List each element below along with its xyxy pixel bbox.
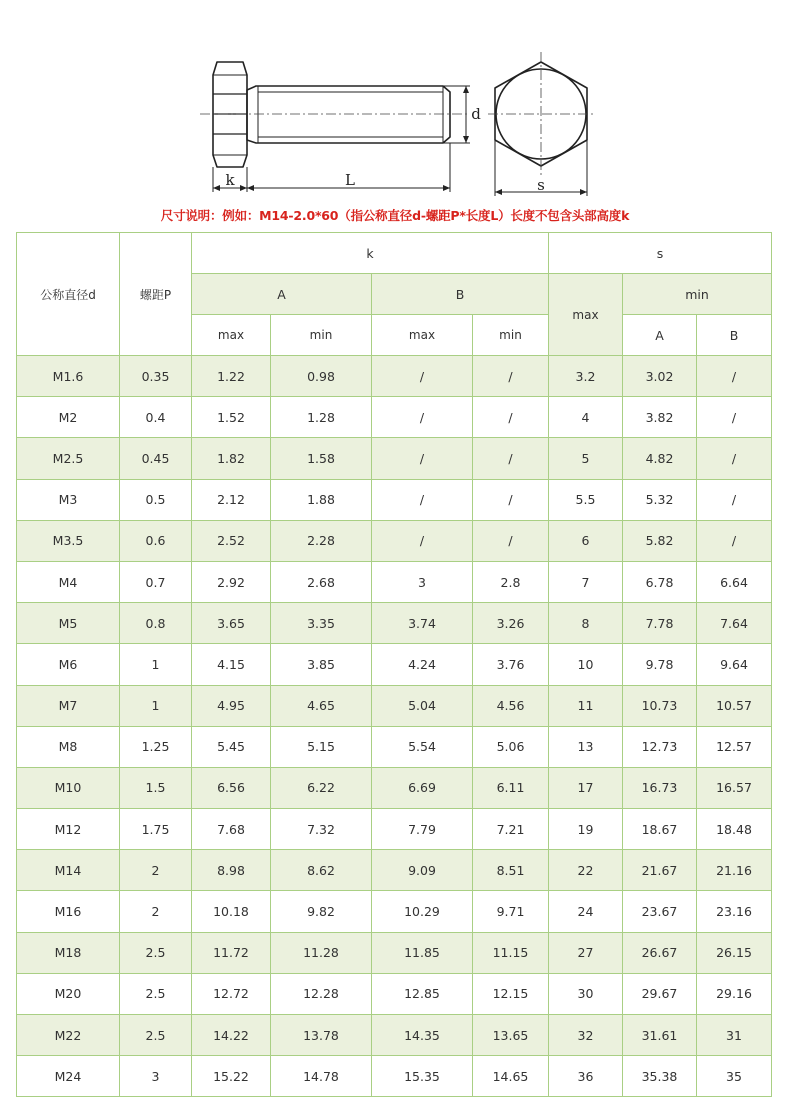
table-row bbox=[17, 891, 772, 932]
table-cell: M2 bbox=[17, 397, 120, 438]
table-cell: 12.15 bbox=[473, 973, 549, 1014]
table-cell: 21.67 bbox=[623, 850, 697, 891]
table-row bbox=[17, 520, 772, 561]
table-cell: 1 bbox=[120, 685, 192, 726]
header-s: s bbox=[549, 233, 772, 274]
table-cell: 5 bbox=[549, 438, 623, 479]
table-cell: 6.11 bbox=[473, 767, 549, 808]
table-cell: 22 bbox=[549, 850, 623, 891]
table-row bbox=[17, 932, 772, 973]
table-cell: 31 bbox=[697, 1015, 772, 1056]
table-cell: 0.6 bbox=[120, 520, 192, 561]
table-cell: 3.85 bbox=[271, 644, 372, 685]
table-cell: / bbox=[697, 397, 772, 438]
table-cell: 3.65 bbox=[192, 603, 271, 644]
table-cell: M5 bbox=[17, 603, 120, 644]
table-cell: 17 bbox=[549, 767, 623, 808]
table-cell: 5.45 bbox=[192, 726, 271, 767]
table-cell: 7.64 bbox=[697, 603, 772, 644]
table-cell: 12.72 bbox=[192, 973, 271, 1014]
table-cell: 2.5 bbox=[120, 973, 192, 1014]
table-cell: 10.29 bbox=[372, 891, 473, 932]
table-cell: 24 bbox=[549, 891, 623, 932]
table-cell: 6.22 bbox=[271, 767, 372, 808]
table-cell: 0.45 bbox=[120, 438, 192, 479]
table-cell: 9.71 bbox=[473, 891, 549, 932]
table-row bbox=[17, 644, 772, 685]
table-cell: 7.32 bbox=[271, 809, 372, 850]
table-cell: / bbox=[473, 520, 549, 561]
table-cell: / bbox=[372, 397, 473, 438]
table-cell: 15.22 bbox=[192, 1056, 271, 1097]
table-cell: 9.09 bbox=[372, 850, 473, 891]
table-cell: / bbox=[697, 479, 772, 520]
table-cell: 0.98 bbox=[271, 356, 372, 397]
table-cell: 4.65 bbox=[271, 685, 372, 726]
table-cell: / bbox=[473, 438, 549, 479]
table-cell: 4.95 bbox=[192, 685, 271, 726]
table-cell: / bbox=[372, 520, 473, 561]
table-cell: 2.5 bbox=[120, 932, 192, 973]
table-cell: 4.15 bbox=[192, 644, 271, 685]
header-k-grade-b: B bbox=[372, 274, 549, 315]
table-cell: 14.78 bbox=[271, 1056, 372, 1097]
table-cell: 29.16 bbox=[697, 973, 772, 1014]
table-cell: 4 bbox=[549, 397, 623, 438]
table-cell: M24 bbox=[17, 1056, 120, 1097]
table-cell: 1.52 bbox=[192, 397, 271, 438]
table-cell: 1.25 bbox=[120, 726, 192, 767]
table-cell: 7.79 bbox=[372, 809, 473, 850]
table-cell: 3 bbox=[372, 561, 473, 602]
table-cell: / bbox=[372, 356, 473, 397]
table-cell: 5.32 bbox=[623, 479, 697, 520]
table-row bbox=[17, 809, 772, 850]
table-cell: 12.85 bbox=[372, 973, 473, 1014]
table-cell: M8 bbox=[17, 726, 120, 767]
table-cell: 7.78 bbox=[623, 603, 697, 644]
table-cell: 35 bbox=[697, 1056, 772, 1097]
table-cell: 11 bbox=[549, 685, 623, 726]
table-cell: 11.15 bbox=[473, 932, 549, 973]
table-cell: 6 bbox=[549, 520, 623, 561]
table-cell: 5.5 bbox=[549, 479, 623, 520]
dimension-caption: 尺寸说明：例如：M14-2.0*60（指公称直径d-螺距P*长度L）长度不包含头部高度k bbox=[160, 208, 630, 223]
table-cell: 13 bbox=[549, 726, 623, 767]
table-cell: 1.28 bbox=[271, 397, 372, 438]
table-row bbox=[17, 397, 772, 438]
table-cell: / bbox=[697, 356, 772, 397]
table-cell: 18.67 bbox=[623, 809, 697, 850]
table-cell: 7.68 bbox=[192, 809, 271, 850]
table-row bbox=[17, 726, 772, 767]
table-cell: 3.26 bbox=[473, 603, 549, 644]
header-pitch: 螺距P bbox=[120, 233, 192, 356]
table-cell: M7 bbox=[17, 685, 120, 726]
table-cell: 6.56 bbox=[192, 767, 271, 808]
table-cell: 18.48 bbox=[697, 809, 772, 850]
table-row bbox=[17, 561, 772, 602]
table-cell: 2.28 bbox=[271, 520, 372, 561]
table-row bbox=[17, 479, 772, 520]
table-row bbox=[17, 1015, 772, 1056]
table-cell: 11.72 bbox=[192, 932, 271, 973]
table-cell: 32 bbox=[549, 1015, 623, 1056]
bolt-spec-table bbox=[16, 232, 772, 1097]
table-cell: 11.28 bbox=[271, 932, 372, 973]
dim-label-d: d bbox=[471, 105, 481, 123]
header-s-min-b: B bbox=[697, 315, 772, 356]
table-cell: M1.6 bbox=[17, 356, 120, 397]
table-cell: M14 bbox=[17, 850, 120, 891]
table-cell: M6 bbox=[17, 644, 120, 685]
table-cell: 26.67 bbox=[623, 932, 697, 973]
table-cell: 1.22 bbox=[192, 356, 271, 397]
table-cell: 2.68 bbox=[271, 561, 372, 602]
dim-label-k: k bbox=[225, 171, 235, 189]
table-row bbox=[17, 438, 772, 479]
table-cell: 30 bbox=[549, 973, 623, 1014]
table-cell: 9.64 bbox=[697, 644, 772, 685]
table-body bbox=[17, 356, 772, 1097]
table-cell: M3.5 bbox=[17, 520, 120, 561]
table-cell: 13.65 bbox=[473, 1015, 549, 1056]
dim-label-s: s bbox=[537, 176, 545, 194]
table-cell: 21.16 bbox=[697, 850, 772, 891]
header-s-min-a: A bbox=[623, 315, 697, 356]
table-cell: 27 bbox=[549, 932, 623, 973]
table-cell: 9.82 bbox=[271, 891, 372, 932]
table-cell: / bbox=[697, 438, 772, 479]
table-cell: 14.65 bbox=[473, 1056, 549, 1097]
table-cell: 2.92 bbox=[192, 561, 271, 602]
table-cell: 5.15 bbox=[271, 726, 372, 767]
table-cell: 9.78 bbox=[623, 644, 697, 685]
bolt-drawing bbox=[0, 0, 790, 205]
table-cell: 4.56 bbox=[473, 685, 549, 726]
table-row bbox=[17, 685, 772, 726]
table-cell: 5.54 bbox=[372, 726, 473, 767]
header-k: k bbox=[192, 233, 549, 274]
table-cell: 1.75 bbox=[120, 809, 192, 850]
table-cell: 10.18 bbox=[192, 891, 271, 932]
table-cell: 5.82 bbox=[623, 520, 697, 561]
table-cell: 31.61 bbox=[623, 1015, 697, 1056]
header-nominal-diameter: 公称直径d bbox=[17, 233, 120, 356]
table-cell: 2.12 bbox=[192, 479, 271, 520]
table-cell: 13.78 bbox=[271, 1015, 372, 1056]
table-cell: M18 bbox=[17, 932, 120, 973]
table-cell: 6.69 bbox=[372, 767, 473, 808]
table-cell: M10 bbox=[17, 767, 120, 808]
table-cell: 3.82 bbox=[623, 397, 697, 438]
table-cell: 11.85 bbox=[372, 932, 473, 973]
header-k-grade-a: A bbox=[192, 274, 372, 315]
dim-label-L: L bbox=[345, 171, 355, 189]
header-k-a-max: max bbox=[192, 315, 271, 356]
table-cell: 3.76 bbox=[473, 644, 549, 685]
table-cell: 5.06 bbox=[473, 726, 549, 767]
table-cell: M12 bbox=[17, 809, 120, 850]
table-cell: 3.35 bbox=[271, 603, 372, 644]
table-cell: / bbox=[473, 479, 549, 520]
header-k-b-max: max bbox=[372, 315, 473, 356]
table-cell: 10.57 bbox=[697, 685, 772, 726]
table-cell: 3.74 bbox=[372, 603, 473, 644]
table-cell: 23.16 bbox=[697, 891, 772, 932]
table-cell: 23.67 bbox=[623, 891, 697, 932]
table-cell: 6.64 bbox=[697, 561, 772, 602]
table-cell: 12.73 bbox=[623, 726, 697, 767]
table-cell: / bbox=[372, 479, 473, 520]
table-cell: 1.5 bbox=[120, 767, 192, 808]
header-k-a-min: min bbox=[271, 315, 372, 356]
table-cell: 5.04 bbox=[372, 685, 473, 726]
table-cell: 8.98 bbox=[192, 850, 271, 891]
bolt-shank bbox=[247, 86, 450, 143]
table-cell: 1.82 bbox=[192, 438, 271, 479]
table-cell: 4.24 bbox=[372, 644, 473, 685]
table-row bbox=[17, 767, 772, 808]
table-row bbox=[17, 973, 772, 1014]
table-cell: 0.35 bbox=[120, 356, 192, 397]
table-cell: 6.78 bbox=[623, 561, 697, 602]
table-cell: 2.52 bbox=[192, 520, 271, 561]
table-cell: 8.51 bbox=[473, 850, 549, 891]
table-cell: 8 bbox=[549, 603, 623, 644]
table-cell: 26.15 bbox=[697, 932, 772, 973]
table-row bbox=[17, 603, 772, 644]
table-cell: 16.73 bbox=[623, 767, 697, 808]
table-cell: 8.62 bbox=[271, 850, 372, 891]
header-s-max: max bbox=[549, 274, 623, 356]
table-cell: 29.67 bbox=[623, 973, 697, 1014]
table-row bbox=[17, 850, 772, 891]
table-cell: 7 bbox=[549, 561, 623, 602]
table-cell: 0.7 bbox=[120, 561, 192, 602]
table-cell: / bbox=[473, 356, 549, 397]
header-s-min: min bbox=[623, 274, 772, 315]
table-cell: 2.5 bbox=[120, 1015, 192, 1056]
table-cell: M16 bbox=[17, 891, 120, 932]
table-cell: 2 bbox=[120, 891, 192, 932]
table-cell: 0.5 bbox=[120, 479, 192, 520]
table-cell: 1.58 bbox=[271, 438, 372, 479]
table-cell: 10.73 bbox=[623, 685, 697, 726]
table-cell: 15.35 bbox=[372, 1056, 473, 1097]
table-cell: 16.57 bbox=[697, 767, 772, 808]
table-cell: 35.38 bbox=[623, 1056, 697, 1097]
table-cell: 3 bbox=[120, 1056, 192, 1097]
table-cell: 2.8 bbox=[473, 561, 549, 602]
table-cell: 12.28 bbox=[271, 973, 372, 1014]
table-cell: 14.22 bbox=[192, 1015, 271, 1056]
table-cell: 0.4 bbox=[120, 397, 192, 438]
table-cell: 7.21 bbox=[473, 809, 549, 850]
table-cell: 3.2 bbox=[549, 356, 623, 397]
table-cell: 1 bbox=[120, 644, 192, 685]
table-cell: M2.5 bbox=[17, 438, 120, 479]
table-cell: 4.82 bbox=[623, 438, 697, 479]
table-cell: / bbox=[372, 438, 473, 479]
table-cell: 3.02 bbox=[623, 356, 697, 397]
table-cell: 1.88 bbox=[271, 479, 372, 520]
table-cell: / bbox=[473, 397, 549, 438]
table-cell: 12.57 bbox=[697, 726, 772, 767]
table-cell: 19 bbox=[549, 809, 623, 850]
table-cell: 0.8 bbox=[120, 603, 192, 644]
table-row bbox=[17, 356, 772, 397]
table-cell: 2 bbox=[120, 850, 192, 891]
header-k-b-min: min bbox=[473, 315, 549, 356]
table-cell: M3 bbox=[17, 479, 120, 520]
table-cell: 36 bbox=[549, 1056, 623, 1097]
table-cell: M20 bbox=[17, 973, 120, 1014]
table-cell: 10 bbox=[549, 644, 623, 685]
table-cell: M22 bbox=[17, 1015, 120, 1056]
table-cell: 14.35 bbox=[372, 1015, 473, 1056]
table-cell: / bbox=[697, 520, 772, 561]
table-cell: M4 bbox=[17, 561, 120, 602]
table-row bbox=[17, 1056, 772, 1097]
